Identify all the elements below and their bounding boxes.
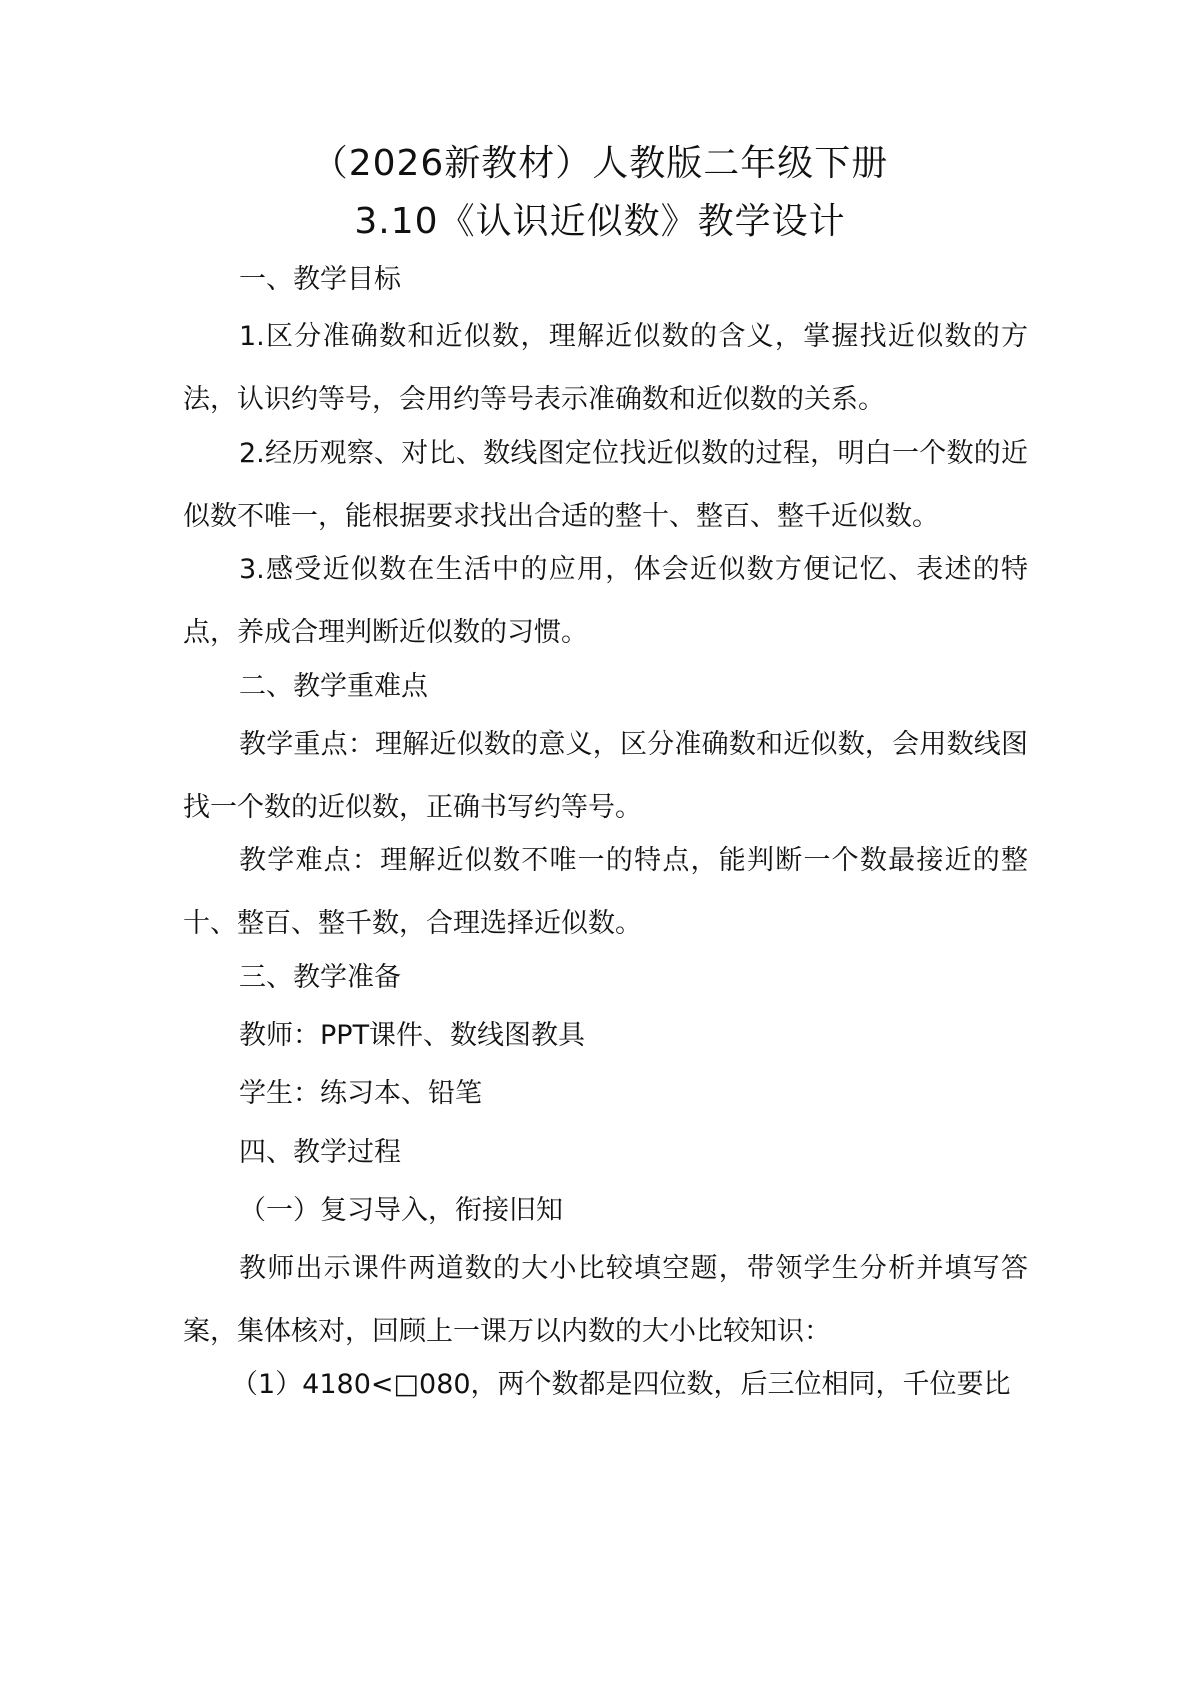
goal-1: 1.区分准确数和近似数，理解近似数的含义，掌握找近似数的方法，认识约等号，会用约等号表示准确数和近似数的关系。 [183, 321, 1028, 415]
process-item-1: （1）4180<□080，两个数都是四位数，后三位相同，千位要比 [231, 1369, 1011, 1400]
document-title-line-1: （2026新教材）人教版二年级下册 [311, 143, 889, 184]
section-heading-key-points: 二、教学重难点 [239, 671, 428, 702]
goal-3: 3.感受近似数在生活中的应用，体会近似数方便记忆、表述的特点，养成合理判断近似数的习惯。 [183, 554, 1028, 648]
document-title-line-2: 3.10《认识近似数》教学设计 [354, 201, 846, 242]
goal-2: 2.经历观察、对比、数线图定位找近似数的过程，明白一个数的近似数不唯一，能根据要求找出合适的整十、整百、整千近似数。 [183, 438, 1028, 532]
section-heading-process: 四、教学过程 [239, 1137, 401, 1168]
section-heading-preparation: 三、教学准备 [239, 962, 401, 993]
teacher-preparation: 教师：PPT课件、数线图教具 [239, 1020, 586, 1051]
teaching-focus: 教学重点：理解近似数的意义，区分准确数和近似数，会用数线图找一个数的近似数，正确书写约等号。 [183, 729, 1028, 823]
process-intro: 教师出示课件两道数的大小比较填空题，带领学生分析并填写答案，集体核对，回顾上一课万以内数的大小比较知识： [183, 1253, 1028, 1347]
section-heading-goals: 一、教学目标 [239, 264, 401, 295]
process-part-1-title: （一）复习导入，衔接旧知 [239, 1195, 563, 1226]
teaching-difficulty: 教学难点：理解近似数不唯一的特点，能判断一个数最接近的整十、整百、整千数，合理选择近似数。 [183, 845, 1028, 939]
student-preparation: 学生：练习本、铅笔 [239, 1078, 482, 1109]
